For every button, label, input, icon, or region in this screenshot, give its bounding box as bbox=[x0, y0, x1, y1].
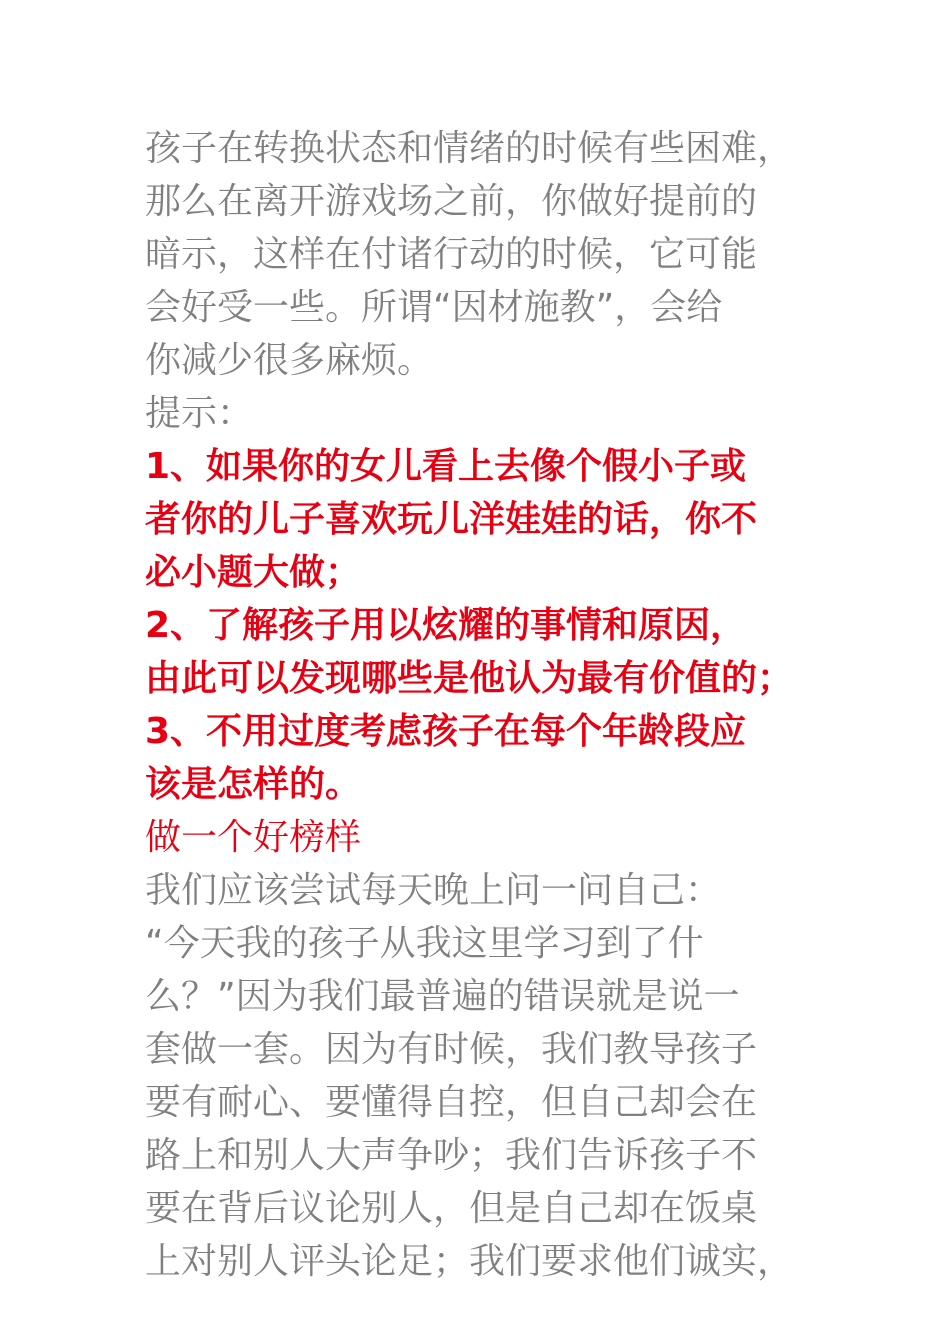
intro-line: 暗示，这样在付诸行动的时候，它可能 bbox=[145, 234, 758, 275]
body-line: 么？”因为我们最普遍的错误就是说一 bbox=[145, 976, 740, 1017]
body-line: “今天我的孩子从我这里学习到了什 bbox=[145, 923, 704, 964]
body-line: 套做一套。因为有时候，我们教导孩子 bbox=[145, 1029, 758, 1070]
intro-line: 你减少很多麻烦。 bbox=[145, 340, 434, 381]
tip-line: 1、如果你的女儿看上去像个假小子或 bbox=[145, 446, 747, 487]
body-line: 路上和别人大声争吵；我们告诉孩子不 bbox=[145, 1135, 758, 1176]
tip-line: 该是怎样的。 bbox=[145, 764, 362, 805]
tips-label: 提示： bbox=[145, 393, 254, 434]
intro-line: 会好受一些。所谓“因材施教”，会给 bbox=[145, 287, 723, 328]
section-heading: 做一个好榜样 bbox=[145, 817, 362, 858]
body-line: 要在背后议论别人，但是自己却在饭桌 bbox=[145, 1188, 758, 1229]
tip-line: 者你的儿子喜欢玩儿洋娃娃的话，你不 bbox=[145, 499, 758, 540]
body-line: 要有耐心、要懂得自控，但自己却会在 bbox=[145, 1082, 758, 1123]
tip-line: 必小题大做； bbox=[145, 552, 362, 593]
intro-line: 那么在离开游戏场之前，你做好提前的 bbox=[145, 181, 758, 222]
intro-line: 孩子在转换状态和情绪的时候有些困难， bbox=[145, 128, 794, 169]
tip-line: 由此可以发现哪些是他认为最有价值的； bbox=[145, 658, 794, 699]
document-page bbox=[145, 122, 825, 1288]
body-line: 我们应该尝试每天晚上问一问自己： bbox=[145, 870, 722, 911]
tip-line: 2、了解孩子用以炫耀的事情和原因， bbox=[145, 605, 747, 646]
body-line: 上对别人评头论足；我们要求他们诚实， bbox=[145, 1241, 794, 1282]
tip-line: 3、不用过度考虑孩子在每个年龄段应 bbox=[145, 711, 747, 752]
